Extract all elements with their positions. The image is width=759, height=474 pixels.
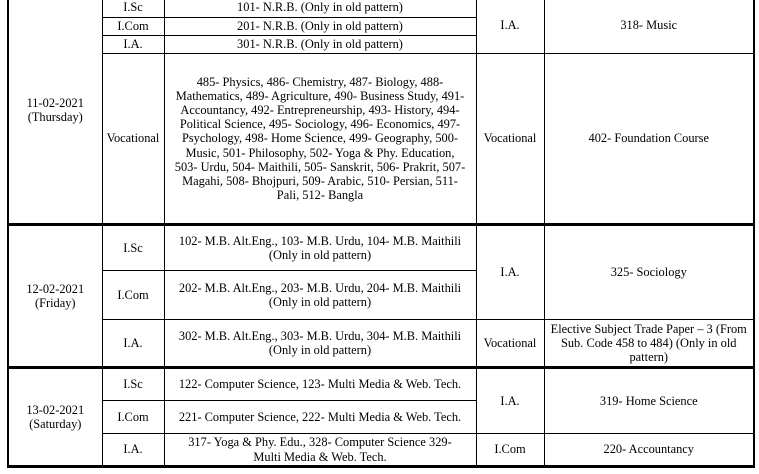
second-sitting-subject-cell: 220- Accountancy: [544, 434, 754, 467]
stream-cell: I.Com: [102, 401, 164, 434]
exam-day: (Saturday): [29, 417, 82, 431]
stream-cell: I.A.: [102, 320, 164, 368]
table-row: [8, 434, 754, 467]
subject-cell: 202- M.B. Alt.Eng., 203- M.B. Urdu, 204- M.B. Maithili (Only in old pattern): [164, 271, 476, 320]
exam-date: 12-02-2021: [26, 281, 85, 296]
second-sitting-stream-cell: I.Com: [476, 434, 544, 467]
stream-cell: I.Sc: [102, 0, 164, 18]
second-sitting-stream-cell: I.A.: [476, 368, 544, 434]
second-sitting-stream-cell: Vocational: [476, 320, 544, 368]
stream-cell: I.Com: [102, 18, 164, 36]
subject-cell: 302- M.B. Alt.Eng., 303- M.B. Urdu, 304- M.B. Maithili (Only in old pattern): [164, 320, 476, 368]
subject-cell: 317- Yoga & Phy. Edu., 328- Computer Science 329- Multi Media & Web. Tech.: [164, 434, 476, 467]
table-row: [8, 0, 754, 18]
exam-day: (Friday): [34, 296, 76, 310]
date-cell: [8, 0, 102, 225]
stream-cell: I.A.: [102, 434, 164, 467]
exam-schedule-table: [7, 0, 755, 468]
exam-date: 11-02-2021: [26, 95, 84, 110]
stream-cell: I.Com: [102, 271, 164, 320]
second-sitting-stream-cell: I.A.: [476, 0, 544, 54]
stream-cell: I.Sc: [102, 225, 164, 271]
subject-cell: 101- N.R.B. (Only in old pattern): [164, 0, 476, 18]
second-sitting-stream-cell: Vocational: [476, 54, 544, 225]
subject-cell: 122- Computer Science, 123- Multi Media & Web. Tech.: [164, 368, 476, 401]
second-sitting-subject-cell: 325- Sociology: [544, 225, 754, 320]
table-row: [8, 368, 754, 401]
stream-cell: I.A.: [102, 36, 164, 54]
subject-cell: 221- Computer Science, 222- Multi Media & Web. Tech.: [164, 401, 476, 434]
subject-cell: 485- Physics, 486- Chemistry, 487- Biology, 488- Mathematics, 489- Agriculture, 490- Business Study, 491- Accountancy, 492- Entrepreneurship, 493- History, 494- Political Science, 495- Sociology, 496- Economics, 497- Psychology, 498- Home Science, 499- Geography, 500- Music, 501- Philosophy, 502- Yoga & Phy. Education, 503- Urdu, 504- Maithili, 505- Sanskrit, 506- Prakrit, 507- Magahi, 508- Bhojpuri, 509- Arabic, 510- Persian, 511- Pali, 512- Bangla: [164, 54, 476, 225]
second-sitting-stream-cell: I.A.: [476, 225, 544, 320]
table-row: [8, 54, 754, 225]
stream-cell: I.Sc: [102, 368, 164, 401]
table-row: [8, 320, 754, 368]
second-sitting-subject-cell: 402- Foundation Course: [544, 54, 754, 225]
table-row: [8, 225, 754, 271]
subject-cell: 301- N.R.B. (Only in old pattern): [164, 36, 476, 54]
second-sitting-subject-cell: 318- Music: [544, 0, 754, 54]
stream-cell: Vocational: [102, 54, 164, 225]
date-cell: [8, 368, 102, 467]
date-cell: [8, 225, 102, 368]
exam-day: (Thursday): [27, 110, 83, 124]
exam-date: 13-02-2021: [26, 402, 85, 417]
subject-cell: 201- N.R.B. (Only in old pattern): [164, 18, 476, 36]
subject-cell: 102- M.B. Alt.Eng., 103- M.B. Urdu, 104- M.B. Maithili (Only in old pattern): [164, 225, 476, 271]
second-sitting-subject-cell: Elective Subject Trade Paper – 3 (From Sub. Code 458 to 484) (Only in old pattern): [544, 320, 754, 368]
second-sitting-subject-cell: 319- Home Science: [544, 368, 754, 434]
